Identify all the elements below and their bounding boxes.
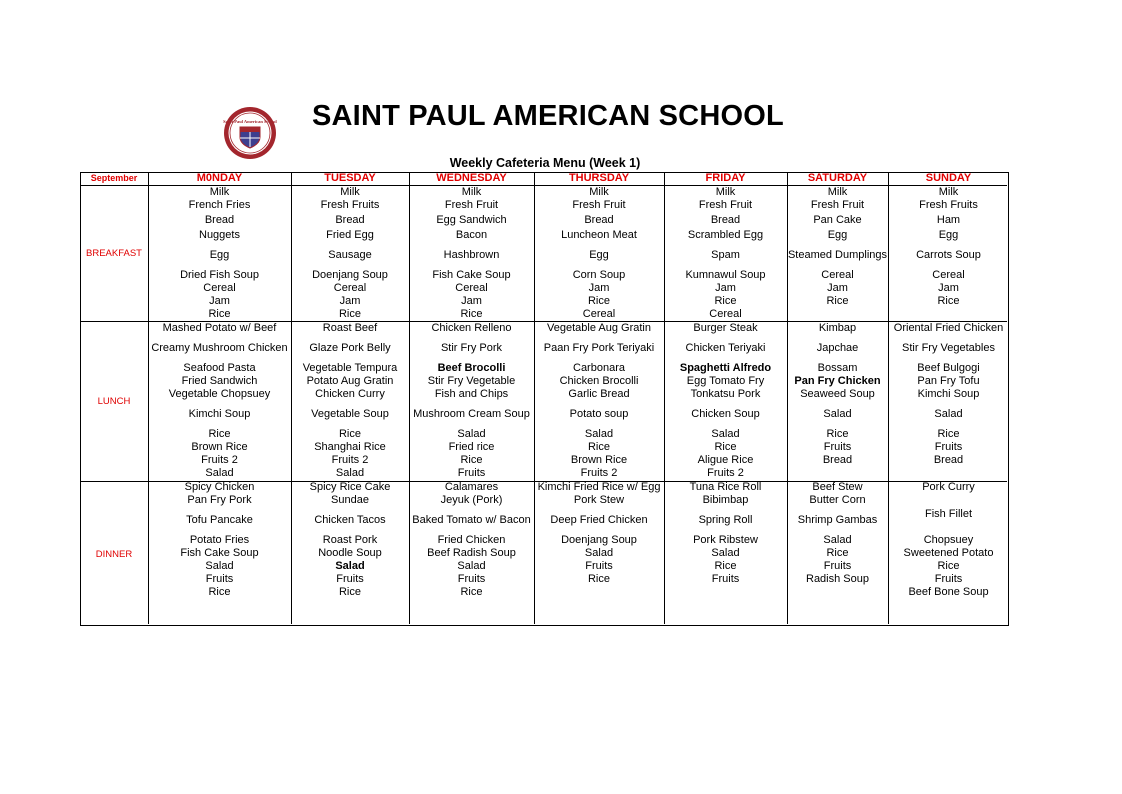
menu-item: Fruits xyxy=(934,573,963,585)
menu-item: Fish Fillet xyxy=(924,508,973,520)
menu-item: Scrambled Egg xyxy=(687,229,764,241)
menu-item: Noodle Soup xyxy=(318,547,382,559)
menu-item: Shanghai Rice xyxy=(314,441,386,453)
menu-item: Salad xyxy=(711,428,740,440)
menu-item: Beef Bulgogi xyxy=(917,362,980,374)
menu-item: Rice xyxy=(714,295,737,307)
menu-item: Cereal xyxy=(709,308,742,320)
menu-item: Rice xyxy=(714,441,737,453)
menu-item: Tonkatsu Pork xyxy=(690,388,761,400)
menu-item: Bread xyxy=(933,454,964,466)
menu-item: Vegetable Aug Gratin xyxy=(547,322,651,334)
menu-item: Doenjang Soup xyxy=(561,534,637,546)
day-header-wednesday: WEDNESDAY xyxy=(436,172,507,184)
day-header-monday: M0NDAY xyxy=(196,172,243,184)
menu-item: Shrimp Gambas xyxy=(797,514,878,526)
menu-item: Fruits 2 xyxy=(331,454,369,466)
menu-item: Fish and Chips xyxy=(434,388,509,400)
menu-item: Fruits xyxy=(205,573,234,585)
menu-item: Corn Soup xyxy=(572,269,626,281)
menu-item: Potato soup xyxy=(569,408,629,420)
menu-item: Rice xyxy=(826,547,849,559)
menu-item: Deep Fried Chicken xyxy=(550,514,648,526)
menu-item: Roast Pork xyxy=(322,534,378,546)
menu-item: Jam xyxy=(209,295,230,307)
menu-item: Butter Corn xyxy=(809,494,866,506)
menu-item: Rice xyxy=(826,428,849,440)
menu-item: Jeyuk (Pork) xyxy=(440,494,503,506)
menu-item: Sundae xyxy=(331,494,369,506)
menu-item: Fried Sandwich xyxy=(181,375,258,387)
menu-item: Kumnawul Soup xyxy=(685,269,766,281)
menu-item: Rice xyxy=(587,573,610,585)
menu-item: Beef Stew xyxy=(812,481,863,493)
menu-item: Nuggets xyxy=(199,229,240,241)
menu-item: Milk xyxy=(340,186,360,198)
menu-item: Milk xyxy=(938,186,959,198)
menu-item: Fruits 2 xyxy=(201,454,238,466)
menu-item: Fresh Fruit xyxy=(444,199,499,211)
menu-item: Garlic Bread xyxy=(568,388,630,400)
menu-item: Fresh Fruit xyxy=(810,199,865,211)
menu-item: Chicken Tacos xyxy=(314,514,386,526)
day-header-tuesday: TUESDAY xyxy=(324,172,376,184)
menu-item: Milk xyxy=(461,186,482,198)
meal-label-dinner: DINNER xyxy=(95,549,133,560)
menu-item: Beef Brocolli xyxy=(437,362,506,374)
day-header-thursday: THURSDAY xyxy=(568,172,630,184)
menu-item: Pork Curry xyxy=(922,481,975,493)
menu-item: Fresh Fruits xyxy=(919,199,978,211)
menu-item: Milk xyxy=(209,186,230,198)
menu-item: Jam xyxy=(339,295,361,307)
menu-item: Pork Stew xyxy=(573,494,625,506)
menu-item: Fruits 2 xyxy=(580,467,618,479)
menu-item: Rice xyxy=(587,295,610,307)
menu-item: Rice xyxy=(937,560,960,572)
menu-item: Kimbap xyxy=(818,322,857,334)
menu-item: Chicken Brocolli xyxy=(559,375,639,387)
menu-item: Egg Tomato Fry xyxy=(686,375,765,387)
menu-item: Roast Beef xyxy=(322,322,378,334)
menu-item: Brown Rice xyxy=(570,454,628,466)
menu-item: Egg xyxy=(827,229,848,241)
menu-item: Fresh Fruits xyxy=(320,199,380,211)
menu-item: Vegetable Soup xyxy=(311,408,389,420)
logo-wordmark: Saint Paul American School xyxy=(223,119,277,124)
menu-item: Calamares xyxy=(444,481,499,493)
menu-item: Tuna Rice Roll xyxy=(689,481,762,493)
menu-item: Salad xyxy=(335,560,365,572)
menu-item: Fish Cake Soup xyxy=(180,547,259,559)
menu-item: Rice xyxy=(338,428,361,440)
menu-item: Bacon xyxy=(455,229,488,241)
menu-item: Rice xyxy=(208,586,231,598)
menu-item: Salad xyxy=(823,534,852,546)
menu-item: Japchae xyxy=(816,342,859,354)
day-header-friday: FRIDAY xyxy=(705,172,746,184)
menu-item: Chopsuey xyxy=(923,534,974,546)
menu-item: Fruits xyxy=(823,560,852,572)
menu-item: Milk xyxy=(827,186,848,198)
menu-item: Salad xyxy=(584,428,614,440)
menu-item: Cereal xyxy=(333,282,367,294)
menu-item: Bread xyxy=(710,214,741,226)
day-header-saturday: SATURDAY xyxy=(807,172,868,184)
menu-item: Fruits 2 xyxy=(707,467,744,479)
menu-item: Bread xyxy=(204,214,235,226)
menu-item: Jam xyxy=(588,282,610,294)
menu-item: Salad xyxy=(934,408,963,420)
menu-item: Bossam xyxy=(817,362,858,374)
school-title: SAINT PAUL AMERICAN SCHOOL xyxy=(312,100,784,132)
month-label: September xyxy=(90,173,138,183)
menu-item: Oriental Fried Chicken xyxy=(893,322,1004,334)
menu-item: Fruits xyxy=(823,441,852,453)
menu-item: Salad xyxy=(335,467,365,479)
menu-item: Cereal xyxy=(455,282,488,294)
menu-item: Vegetable Chopsuey xyxy=(168,388,271,400)
menu-item: French Fries xyxy=(188,199,251,211)
menu-item: Milk xyxy=(715,186,736,198)
menu-item: Milk xyxy=(589,186,609,198)
menu-item: Bread xyxy=(822,454,853,466)
menu-item: Rice xyxy=(937,295,960,307)
menu-item: Salad xyxy=(457,560,486,572)
menu-item: Stir Fry Pork xyxy=(440,342,503,354)
menu-item: Salad xyxy=(823,408,852,420)
menu-item: Brown Rice xyxy=(191,441,248,453)
menu-item: Sausage xyxy=(328,249,372,261)
menu-item: Egg Sandwich xyxy=(436,214,507,226)
menu-item: Spaghetti Alfredo xyxy=(679,362,772,374)
menu-item: Cereal xyxy=(821,269,854,281)
menu-item: Fruits xyxy=(336,573,364,585)
menu-item: Doenjang Soup xyxy=(312,269,388,281)
menu-item: Mashed Potato w/ Beef xyxy=(162,322,277,334)
menu-item: Seafood Pasta xyxy=(183,362,256,374)
menu-item: Vegetable Tempura xyxy=(302,362,398,374)
menu-item: Kimchi Soup xyxy=(917,388,980,400)
menu-item: Spicy Rice Cake xyxy=(309,481,391,493)
menu-item: Fried Egg xyxy=(326,229,374,241)
menu-item: Egg xyxy=(589,249,609,261)
menu-item: Cereal xyxy=(582,308,616,320)
menu-item: Salad xyxy=(457,428,486,440)
menu-item: Mushroom Cream Soup xyxy=(413,408,530,420)
menu-item: Cereal xyxy=(203,282,236,294)
menu-item: Egg xyxy=(209,249,230,261)
menu-subtitle: Weekly Cafeteria Menu (Week 1) xyxy=(449,156,641,170)
menu-item: Fish Cake Soup xyxy=(432,269,511,281)
menu-item: Rice xyxy=(460,586,483,598)
menu-item: Rice xyxy=(208,428,231,440)
menu-item: Beef Bone Soup xyxy=(908,586,989,598)
menu-item: Rice xyxy=(937,428,960,440)
menu-item: Baked Tomato w/ Bacon xyxy=(412,514,531,526)
menu-item: Tofu Pancake xyxy=(186,514,253,526)
menu-item: Pork Ribstew xyxy=(693,534,758,546)
menu-item: Stir Fry Vegetables xyxy=(902,342,995,354)
menu-item: Salad xyxy=(205,467,234,479)
menu-item: Glaze Pork Belly xyxy=(309,342,391,354)
menu-item: Dried Fish Soup xyxy=(180,269,259,281)
menu-item: Jam xyxy=(715,282,736,294)
menu-item: Bread xyxy=(584,214,614,226)
menu-item: Cereal xyxy=(932,269,965,281)
menu-item: Salad xyxy=(584,547,614,559)
menu-item: Steamed Dumplings xyxy=(787,249,888,261)
menu-item: Paan Fry Pork Teriyaki xyxy=(543,342,655,354)
menu-item: Fruits xyxy=(711,573,740,585)
menu-item: Pan Cake xyxy=(813,214,862,226)
menu-item: Rice xyxy=(208,308,231,320)
menu-item: Spicy Chicken xyxy=(184,481,255,493)
menu-item: Carrots Soup xyxy=(916,249,981,261)
menu-item: Kimchi Fried Rice w/ Egg xyxy=(537,481,661,493)
menu-item: Burger Steak xyxy=(693,322,758,334)
menu-item: Fresh Fruit xyxy=(698,199,753,211)
menu-item: Egg xyxy=(938,229,959,241)
menu-item: Ham xyxy=(936,214,961,226)
menu-item: Chicken Relleno xyxy=(431,322,512,334)
menu-item: Rice xyxy=(714,560,737,572)
menu-item: Chicken Teriyaki xyxy=(685,342,766,354)
menu-item: Jam xyxy=(827,282,848,294)
menu-item: Salad xyxy=(205,560,234,572)
menu-item: Fried Chicken xyxy=(437,534,506,546)
menu-item: Stir Fry Vegetable xyxy=(427,375,516,387)
meal-label-breakfast: BREAKFAST xyxy=(86,248,142,259)
menu-item: Chicken Soup xyxy=(691,408,760,420)
menu-item: Fried rice xyxy=(448,441,495,453)
menu-item: Sweetened Potato xyxy=(903,547,994,559)
day-header-sunday: SUNDAY xyxy=(925,172,972,184)
menu-item: Rice xyxy=(460,454,483,466)
menu-item: Rice xyxy=(460,308,483,320)
menu-item: Pan Fry Tofu xyxy=(917,375,980,387)
menu-item: Spring Roll xyxy=(698,514,753,526)
menu-item: Creamy Mushroom Chicken xyxy=(151,342,288,354)
menu-item: Fruits xyxy=(457,573,486,585)
menu-item: Kimchi Soup xyxy=(188,408,251,420)
menu-item: Pan Fry Chicken xyxy=(794,375,881,387)
menu-item: Carbonara xyxy=(573,362,625,374)
menu-item: Rice xyxy=(338,308,361,320)
menu-item: Aligue Rice xyxy=(697,454,754,466)
menu-item: Fresh Fruit xyxy=(572,199,626,211)
menu-item: Jam xyxy=(938,282,959,294)
menu-item: Bibimbap xyxy=(702,494,749,506)
meal-label-lunch: LUNCH xyxy=(97,396,131,407)
menu-item: Spam xyxy=(711,249,740,261)
menu-item: Fruits xyxy=(457,467,486,479)
menu-item: Beef Radish Soup xyxy=(427,547,516,559)
menu-item: Chicken Curry xyxy=(315,388,385,400)
menu-item: Pan Fry Pork xyxy=(187,494,252,506)
menu-item: Bread xyxy=(335,214,365,226)
menu-item: Rice xyxy=(338,586,361,598)
menu-item: Salad xyxy=(711,547,740,559)
menu-item: Jam xyxy=(461,295,482,307)
menu-item: Hashbrown xyxy=(443,249,500,261)
menu-item: Luncheon Meat xyxy=(561,229,637,241)
menu-item: Rice xyxy=(826,295,849,307)
menu-item: Fruits xyxy=(585,560,613,572)
menu-item: Potato Fries xyxy=(189,534,250,546)
menu-item: Fruits xyxy=(934,441,963,453)
weekly-menu-table xyxy=(80,172,1009,626)
menu-item: Potato Aug Gratin xyxy=(306,375,394,387)
menu-item: Rice xyxy=(587,441,610,453)
menu-item: Radish Soup xyxy=(806,573,869,585)
menu-item: Seaweed Soup xyxy=(800,388,875,400)
school-logo xyxy=(223,106,277,160)
